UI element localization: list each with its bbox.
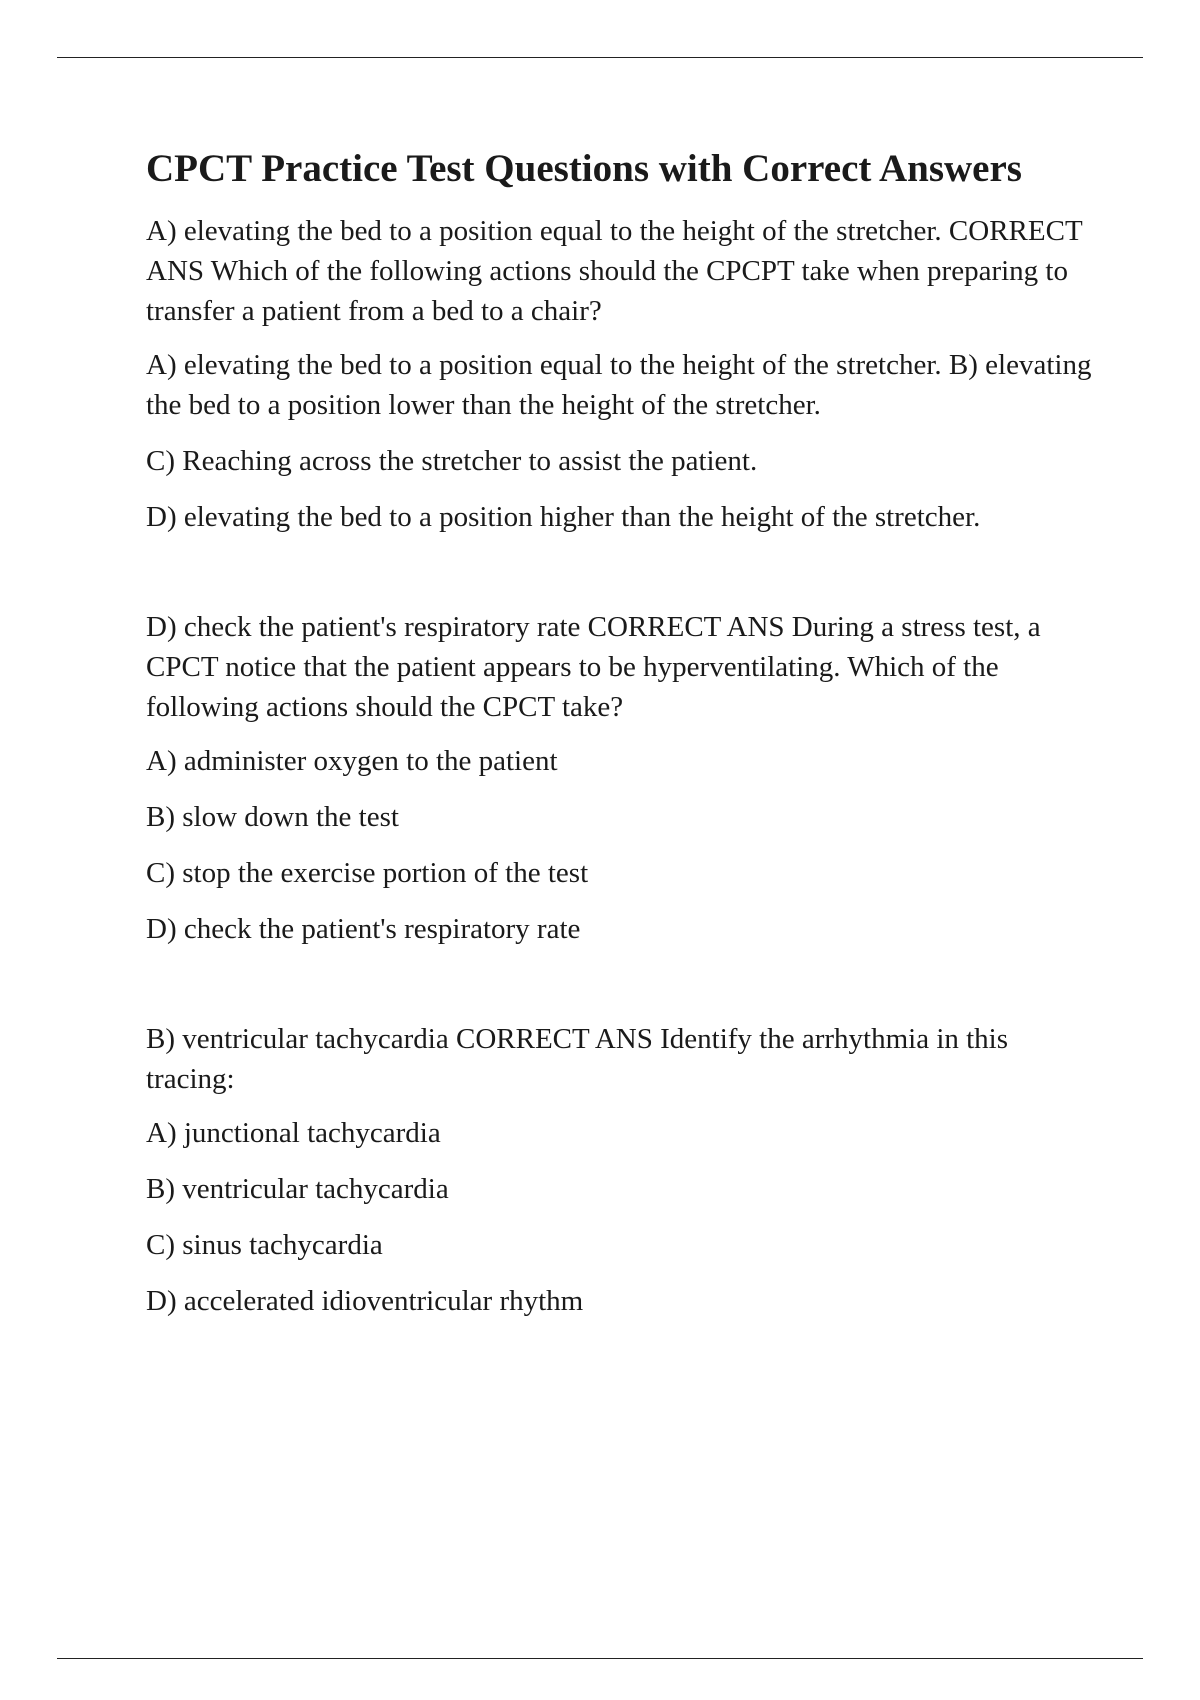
answer-option: D) check the patient's respiratory rate	[146, 913, 581, 945]
question-text: A) elevating the bed to a position equal to the height of the stretcher. CORRECT ANS Which of the following actions should the CPCPT take when preparing to transfer a patient from a bed to a chair?	[146, 215, 1083, 327]
answer-option: B) slow down the test	[146, 801, 399, 833]
question-block-1	[146, 211, 1096, 537]
section-spacer	[146, 553, 1096, 607]
answer-option: A) elevating the bed to a position equal to the height of the stretcher. B) elevating the bed to a position lower than the height of the stretcher.	[146, 349, 1092, 421]
answer-option: D) accelerated idioventricular rhythm	[146, 1285, 584, 1317]
question-text: D) check the patient's respiratory rate CORRECT ANS During a stress test, a CPCT notice that the patient appears to be hyperventilating. Which of the following actions should the CPCT take?	[146, 611, 1041, 723]
answer-option: B) ventricular tachycardia	[146, 1173, 449, 1205]
answer-option: C) Reaching across the stretcher to assist the patient.	[146, 445, 758, 477]
bottom-divider	[57, 1658, 1143, 1659]
answer-option: C) sinus tachycardia	[146, 1229, 383, 1261]
page-content	[146, 145, 1096, 1337]
question-text: B) ventricular tachycardia CORRECT ANS Identify the arrhythmia in this tracing:	[146, 1023, 1009, 1095]
answer-option: D) elevating the bed to a position higher than the height of the stretcher.	[146, 501, 981, 533]
top-divider	[57, 57, 1143, 58]
section-spacer	[146, 965, 1096, 1019]
question-block-2	[146, 607, 1096, 949]
answer-option: A) administer oxygen to the patient	[146, 745, 558, 777]
question-block-3	[146, 1019, 1096, 1321]
document-title: CPCT Practice Test Questions with Correct Answers	[146, 147, 1022, 190]
answer-option: C) stop the exercise portion of the test	[146, 857, 589, 889]
answer-option: A) junctional tachycardia	[146, 1117, 441, 1149]
